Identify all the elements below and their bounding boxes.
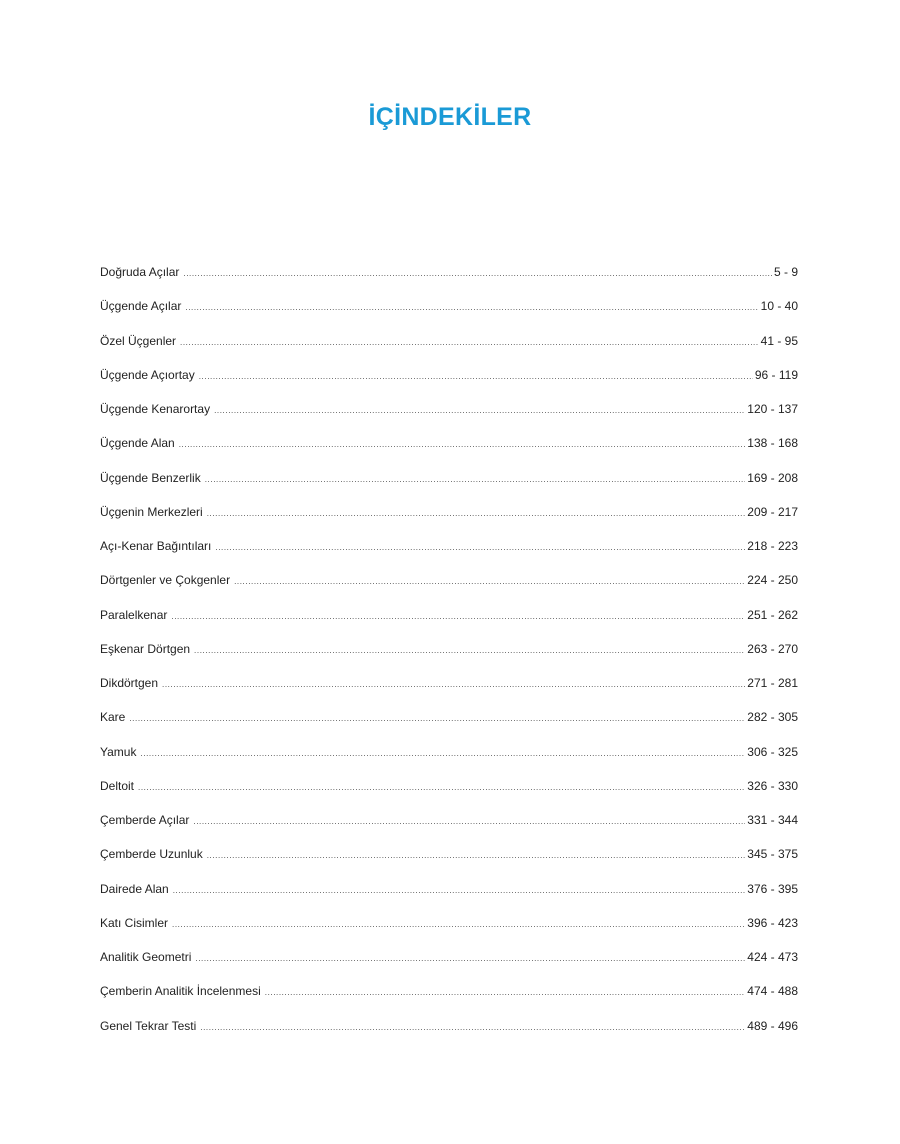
toc-entry-pages: 209 - 217 (747, 504, 798, 519)
toc-dot-leader (207, 504, 746, 524)
toc-dot-leader (205, 470, 746, 490)
toc-entry (100, 331, 798, 365)
toc-dot-leader (183, 264, 772, 284)
toc-entry-topic: Çemberin Analitik İncelenmesi (100, 984, 261, 999)
toc-dot-leader (172, 915, 745, 935)
toc-entry-topic: Açı-Kenar Bağıntıları (100, 539, 212, 553)
toc-entry-pages: 224 - 250 (747, 573, 798, 588)
toc-dot-leader (162, 675, 745, 695)
toc-entry (100, 742, 798, 776)
toc-entry-pages: 282 - 305 (747, 710, 798, 725)
toc-dot-leader (138, 778, 745, 798)
toc-entry-pages: 218 - 223 (747, 539, 798, 553)
toc-entry (100, 433, 798, 467)
toc-entry-topic: Dairede Alan (100, 881, 169, 896)
toc-entry (100, 707, 798, 741)
toc-entry-pages: 271 - 281 (747, 676, 798, 690)
toc-entry-pages: 376 - 395 (747, 881, 798, 896)
table-of-contents (100, 262, 798, 1050)
toc-entry-topic: Kare (100, 710, 126, 725)
toc-entry-topic: Üçgende Açılar (100, 299, 182, 314)
toc-entry-pages: 5 - 9 (773, 265, 798, 279)
toc-entry-topic: Doğruda Açılar (100, 265, 180, 279)
toc-entry (100, 913, 798, 947)
toc-entry-pages: 263 - 270 (747, 641, 798, 656)
toc-entry (100, 296, 798, 330)
toc-entry-topic: Deltoit (100, 778, 135, 793)
toc-entry-pages: 326 - 330 (747, 778, 798, 793)
toc-dot-leader (200, 1018, 745, 1038)
toc-entry-pages: 120 - 137 (747, 402, 798, 416)
toc-entry (100, 365, 798, 399)
toc-dot-leader (214, 401, 745, 421)
toc-dot-leader (215, 538, 745, 558)
toc-entry (100, 399, 798, 433)
toc-entry-topic: Üçgende Alan (100, 436, 175, 451)
toc-entry (100, 947, 798, 981)
toc-dot-leader (193, 812, 745, 832)
toc-entry-topic: Katı Cisimler (100, 915, 169, 930)
toc-entry-topic: Dikdörtgen (100, 676, 159, 690)
toc-entry-pages: 138 - 168 (747, 436, 798, 451)
toc-entry-pages: 331 - 344 (747, 813, 798, 827)
toc-dot-leader (199, 367, 753, 387)
toc-entry (100, 844, 798, 878)
toc-entry-pages: 396 - 423 (747, 915, 798, 930)
toc-entry (100, 502, 798, 536)
toc-entry-pages: 424 - 473 (747, 950, 798, 964)
toc-entry-topic: Üçgende Kenarortay (100, 402, 211, 416)
toc-entry-pages: 96 - 119 (754, 367, 798, 382)
toc-entry-pages: 10 - 40 (760, 299, 798, 314)
toc-entry-pages: 251 - 262 (747, 607, 798, 622)
toc-entry-topic: Üçgende Açıortay (100, 367, 195, 382)
toc-entry (100, 810, 798, 844)
toc-entry (100, 639, 798, 673)
toc-dot-leader (265, 983, 746, 1003)
toc-entry (100, 981, 798, 1015)
toc-entry-pages: 345 - 375 (747, 847, 798, 862)
toc-dot-leader (129, 709, 745, 729)
toc-dot-leader (180, 333, 759, 353)
page-title: İÇİNDEKİLER (368, 103, 532, 131)
toc-dot-leader (173, 881, 746, 901)
toc-entry-topic: Analitik Geometri (100, 950, 192, 964)
toc-entry-topic: Özel Üçgenler (100, 333, 177, 348)
toc-entry-topic: Yamuk (100, 744, 137, 759)
toc-dot-leader (140, 744, 745, 764)
toc-entry-pages: 169 - 208 (747, 470, 798, 485)
toc-dot-leader (185, 298, 758, 318)
toc-entry (100, 605, 798, 639)
toc-entry (100, 776, 798, 810)
toc-entry (100, 536, 798, 570)
toc-dot-leader (207, 846, 746, 866)
toc-entry-topic: Eşkenar Dörtgen (100, 641, 191, 656)
toc-entry-topic: Üçgende Benzerlik (100, 470, 201, 485)
toc-entry (100, 1016, 798, 1050)
toc-entry-pages: 41 - 95 (760, 333, 798, 348)
toc-dot-leader (171, 607, 745, 627)
toc-entry-topic: Çemberde Uzunluk (100, 847, 203, 862)
toc-entry-pages: 474 - 488 (747, 984, 798, 999)
toc-entry-topic: Üçgenin Merkezleri (100, 504, 203, 519)
toc-entry-topic: Çemberde Açılar (100, 813, 190, 827)
toc-entry (100, 570, 798, 604)
toc-entry (100, 879, 798, 913)
toc-entry-topic: Dörtgenler ve Çokgenler (100, 573, 231, 588)
toc-entry-pages: 306 - 325 (747, 744, 798, 759)
toc-entry-topic: Paralelkenar (100, 607, 168, 622)
toc-dot-leader (195, 949, 745, 969)
toc-entry (100, 673, 798, 707)
toc-dot-leader (179, 435, 746, 455)
toc-dot-leader (194, 641, 745, 661)
toc-entry (100, 468, 798, 502)
toc-entry (100, 262, 798, 296)
toc-entry-topic: Genel Tekrar Testi (100, 1018, 197, 1033)
toc-dot-leader (234, 572, 745, 592)
toc-entry-pages: 489 - 496 (747, 1018, 798, 1033)
